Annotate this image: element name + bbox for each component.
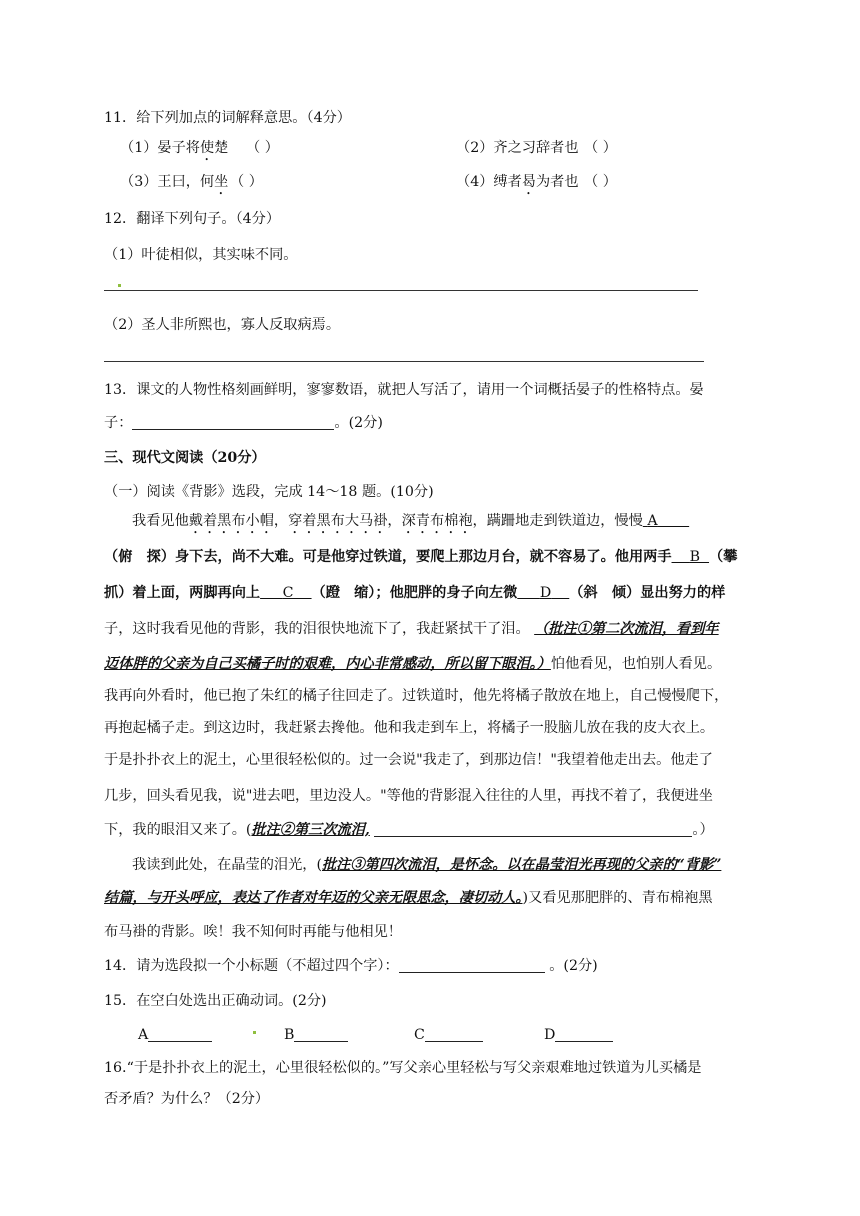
passage-line-5: 迈体胖的父亲为自己买橘子时的艰难，内心非常感动，所以留下眼泪。）怕他看见，也怕别人看见。	[104, 656, 722, 672]
passage-line-8: 于是扑扑衣上的泥土，心里很轻松似的。过一会说"我走了，到那边信！"我望着他走出去。他走了	[104, 752, 713, 768]
section-heading: 三、现代文阅读（20分）	[104, 450, 266, 466]
stray-mark	[118, 284, 121, 287]
passage-line-2: （俯 探）身下去，尚不大难。可是他穿过铁道，要爬上那边月台，就不容易了。他用两手 B （攀	[104, 549, 738, 565]
q15-stem: 15．在空白处选出正确动词。(2分)	[104, 993, 327, 1009]
annotation-2-blank	[374, 822, 692, 837]
q15-option-c: C	[414, 1025, 483, 1045]
q15-option-b: B	[284, 1025, 348, 1045]
q12-sentence-1: （1）叶徒相似，其实味不同。	[104, 247, 298, 263]
passage-line-13: 布马褂的背影。唉！我不知何时再能与他相见！	[104, 924, 402, 940]
passage-line-3: 抓）着上面，两脚再向上 C （蹬 缩）；他肥胖的身子向左微 D （斜 倾）显出努力的样	[104, 585, 726, 601]
q11-item-3-blank: （ ）	[230, 174, 263, 190]
q12-sentence-2: （2）圣人非所熙也，寡人反取病焉。	[104, 317, 341, 333]
q13-line-2: 子： 。(2分)	[104, 415, 383, 431]
passage-line-7: 再抱起橘子走。到这边时，我赶紧去搀他。他和我走到车上，将橘子一股脑儿放在我的皮大衣上。	[104, 720, 715, 736]
q11-item-2: （2）齐之习辞者也	[456, 140, 579, 156]
annotation-2: 批注②第三次流泪,	[251, 822, 370, 838]
q11-item-1: （1）晏子将使楚	[120, 140, 229, 156]
blank-a: A	[647, 513, 658, 529]
q16-line-2: 否矛盾？为什么？（2分）	[104, 1091, 270, 1107]
part-heading: （一）阅读《背影》选段，完成 14～18 题。(10分)	[104, 484, 434, 500]
blank-b: B	[689, 549, 700, 565]
q12-stem: 12．翻译下列句子。（4分）	[104, 211, 281, 227]
q14-answer-blank	[399, 958, 545, 973]
annotation-1: （批注①第二次流泪，看到年	[534, 621, 719, 637]
blank-c: C	[282, 585, 294, 601]
q11-item-2-blank: （ ）	[584, 140, 617, 156]
q15-option-a: A	[138, 1025, 212, 1045]
q11-stem: 11．给下列加点的词解释意思。（4分）	[104, 110, 351, 126]
q13-line-1: 13．课文的人物性格刻画鲜明，寥寥数语，就把人写活了，请用一个词概括晏子的性格特点。晏	[104, 382, 704, 398]
q11-item-4: （4）缚者曷为者也	[456, 174, 579, 190]
q11-item-1-blank: （ ）	[246, 140, 279, 156]
q13-answer-blank	[132, 415, 334, 430]
annotation-1-cont: 迈体胖的父亲为自己买橘子时的艰难，内心非常感动，所以留下眼泪。）	[104, 656, 551, 672]
q14: 14．请为选段拟一个小标题（不超过四个字）： 。(2分)	[104, 958, 598, 974]
passage-line-11: 我读到此处，在晶莹的泪光，(批注③第四次流泪，是怀念。以在晶莹泪光再现的父亲的“背影”	[132, 857, 722, 873]
passage-line-9: 几步，回头看见我，说"进去吧，里边没人。"等他的背影混入往往的人里，再找不着了，我便进坐	[104, 788, 713, 804]
blank-d: D	[539, 585, 552, 601]
answer-line-2	[104, 361, 704, 362]
annotation-3-cont: 结篇，与开头呼应，表达了作者对年迈的父亲无限思念，凄切动人。	[104, 890, 523, 906]
q15-option-d: D	[544, 1025, 613, 1045]
passage-line-12: 结篇，与开头呼应，表达了作者对年迈的父亲无限思念，凄切动人。)又看见那肥胖的、青布棉袍黑	[104, 890, 713, 906]
q11-item-3: （3）王曰，何坐	[120, 174, 229, 190]
stray-mark	[253, 1031, 256, 1034]
passage-line-1: 我看见他戴着黑布小帽，穿着黑布大马褂，深青布棉袍，蹒跚地走到铁道边，慢慢 A	[132, 511, 689, 537]
answer-line-1	[104, 290, 698, 291]
q11-item-4-blank: （ ）	[584, 174, 617, 190]
q16-line-1: 16.“于是扑扑衣上的泥土，心里很轻松似的。”写父亲心里轻松与写父亲艰难地过铁道为儿买橘是	[104, 1060, 702, 1076]
annotation-3: 批注③第四次流泪，是怀念。以在晶莹泪光再现的父亲的“背影”	[321, 857, 722, 873]
passage-line-6: 我再向外看时，他已抱了朱红的橘子往回走了。过铁道时，他先将橘子散放在地上，自己慢慢爬下，	[104, 688, 729, 704]
passage-line-10: 下，我的眼泪又来了。(批注②第三次流泪, 。）	[104, 822, 714, 838]
passage-line-4: 子，这时我看见他的背影，我的泪很快地流下了，我赶紧拭干了泪。 （批注①第二次流泪，看到年	[104, 621, 719, 637]
